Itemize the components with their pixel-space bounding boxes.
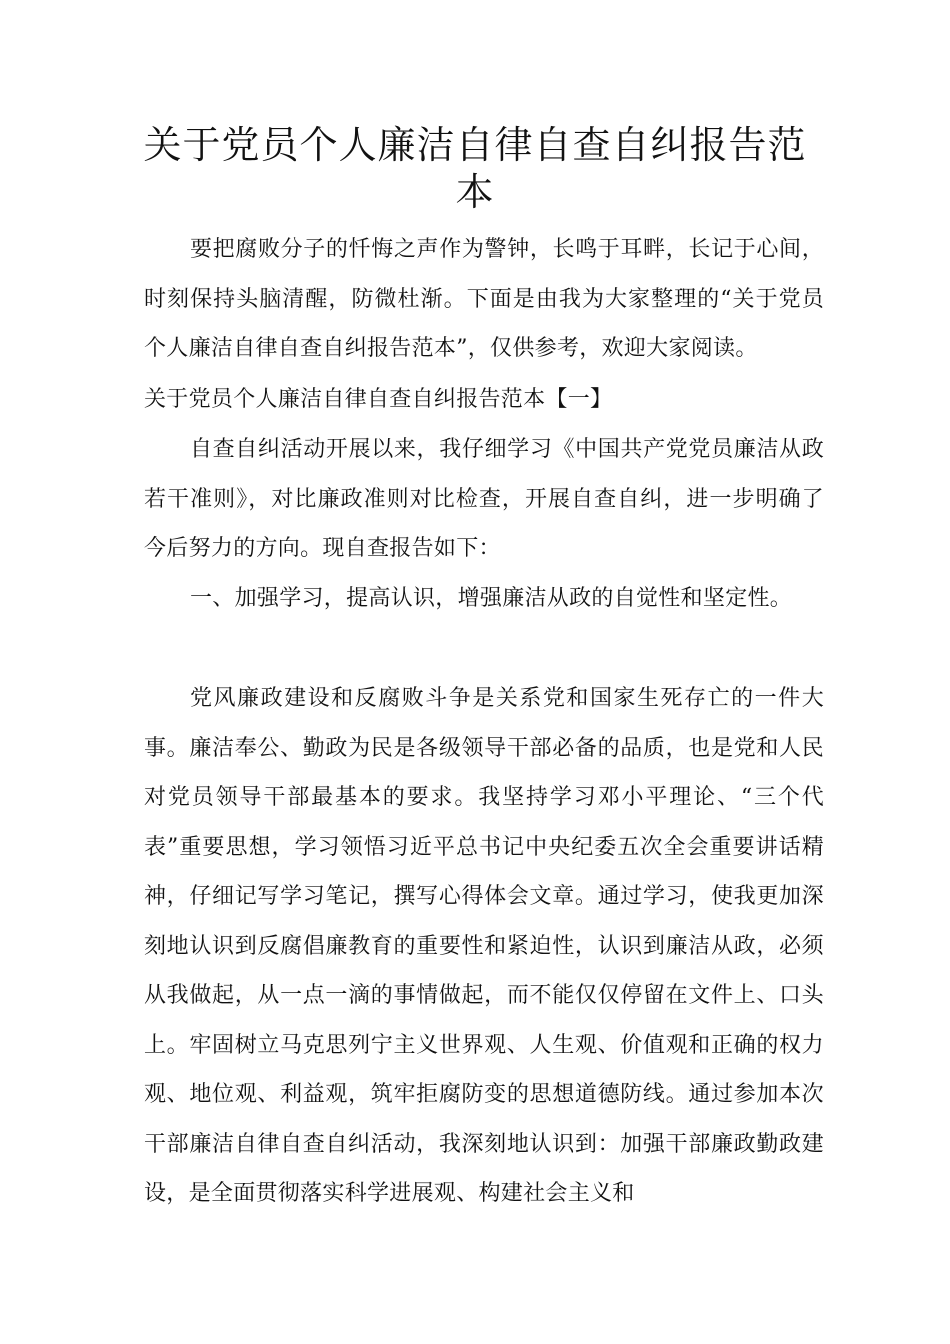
point-heading-1: 一、加强学习，提高认识，增强廉洁从政的自觉性和坚定性。 xyxy=(190,586,793,611)
body-paragraph-1: 自查自纠活动开展以来，我仔细学习《中国共产党党员廉洁从政若干准则》，对比廉政准则对比检查，开展自查自纠，进一步明确了今后努力的方向。现自查报告如下： xyxy=(144,437,824,561)
body-paragraph-2: 党风廉政建设和反腐败斗争是关系党和国家生死存亡的一件大事。廉洁奉公、勤政为民是各级领导干部必备的品质，也是党和人民对党员领导干部最基本的要求。我坚持学习邓小平理论、“三个代表”重要思想，学习领悟习近平总书记中央纪委五次全会重要讲话精神，仔细记写学习笔记，撰写心得体会文章。通过学习，使我更加深刻地认识到反腐倡廉教育的重要性和紧迫性，认识到廉洁从政，必须从我做起，从一点一滴的事情做起，而不能仅仅停留在文件上、口头上。牢固树立马克思列宁主义世界观、人生观、价值观和正确的权力观、地位观、利益观，筑牢拒腐防变的思想道德防线。通过参加本次干部廉洁自律自查自纠活动，我深刻地认识到：加强干部廉政勤政建设，是全面贯彻落实科学进展观、构建社会主义和 xyxy=(144,686,824,1206)
intro-paragraph: 要把腐败分子的忏悔之声作为警钟，长鸣于耳畔，长记于心间，时刻保持头脑清醒，防微杜渐。下面是由我为大家整理的“关于党员个人廉洁自律自查自纠报告范本”，仅供参考，欢迎大家阅读。 xyxy=(144,237,824,361)
section-title: 关于党员个人廉洁自律自查自纠报告范本【一】 xyxy=(144,387,613,412)
document-title: 关于党员个人廉洁自律自查自纠报告范本 xyxy=(143,123,807,214)
